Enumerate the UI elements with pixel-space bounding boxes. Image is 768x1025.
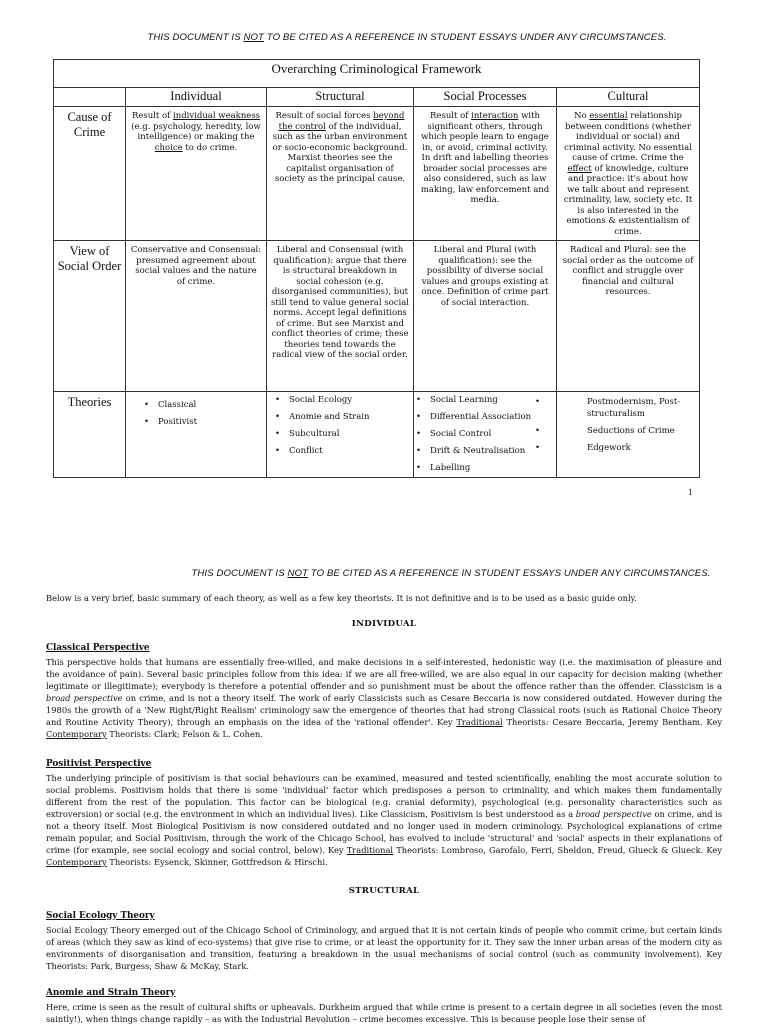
list-item: • Social Learning	[416, 392, 556, 409]
list-item: • Classical	[144, 397, 266, 414]
section-heading-structural: STRUCTURAL	[348, 886, 420, 896]
heading-social-ecology: Social Ecology Theory	[46, 911, 155, 921]
paragraph-social-ecology: Social Ecology Theory emerged out of the Chicago School of Criminology, and argued that it is not certain kinds of people who commit crime, but certain kinds of areas (which they saw as kind of eco-systems) that give rise to crime, or at least the opportunity for it. They saw the inner urban areas of the modern city as environments of disorganisation and transition, featuring a breakdown in the usual mechanisms of social control (such as community involvement). Key Theorists: Park, Burgess, Shaw & McKay, Stark.	[46, 925, 722, 971]
framework-table	[53, 59, 700, 478]
list-item: • Differential Association	[416, 409, 556, 426]
paragraph-anomie-strain: Here, crime is seen as the result of cultural shifts or upheavals. Durkheim argued that while crime is present to a certain degree in all societies (even the most saintly!), when things change rapidly – as with the Industrial Revolution – crime becomes excessive. This is because people lose their sense of	[46, 1002, 722, 1024]
disclaimer-top	[0, 32, 768, 43]
disclaimer-second	[0, 568, 768, 579]
column-header-social-processes: Social Processes	[414, 88, 557, 107]
framework-title: Overarching Criminological Framework	[54, 60, 700, 88]
row-label-social-order: View of Social Order	[54, 241, 126, 392]
theories-cultural	[557, 392, 700, 478]
list-item: • Drift & Neutralisation	[416, 443, 556, 460]
list-item: • Postmodernism, Post-structuralism	[561, 396, 699, 420]
list-item: • Anomie and Strain	[275, 409, 413, 426]
disclaimer-not: NOT	[287, 568, 309, 579]
theories-structural	[267, 392, 414, 478]
heading-positivist: Positivist Perspective	[46, 759, 152, 769]
list-item: • Subcultural	[275, 426, 413, 443]
column-header-structural: Structural	[267, 88, 414, 107]
list-item: • Positivist	[144, 414, 266, 431]
disclaimer-pre: THIS DOCUMENT IS	[147, 32, 244, 43]
list-item: • Edgework	[561, 442, 699, 454]
heading-anomie-strain: Anomie and Strain Theory	[46, 988, 176, 998]
cause-individual: Result of individual weakness (e.g. psychology, heredity, low intelligence) or making the choice to do crime.	[126, 107, 267, 241]
paragraph-positivist: The underlying principle of positivism is that social behaviours can be examined, measured and tested scientifically, enabling the most accurate solution to social problems. Positivism holds that there is some 'individual' factor which predisposes a person to criminality, and which makes them fundamentally different from the rest of the population. This factor can be biological (e.g. cranial deformity), psychological (e.g. personality characteristics such as extroversion) or social (e.g. the environment in which an individual lives). Like Classicism, Positivism is best understood as a broad perspective on crime, and is not a theory itself. Most Biological Positivism is now considered outdated and no longer used in modern criminology. Psychological explanations of crime remain popular, and Social Positivism, through the work of the Chicago School, has evolved to include 'structural' and 'social' aspects in their explanations of crime (for example, see social ecology and social control, below). Key Traditional Theorists: Lombroso, Garofalo, Ferri, Sheldon, Freud, Glueck & Glueck. Key Contemporary Theorists: Eysenck, Skinner, Gottfredson & Hirschi.	[46, 773, 722, 867]
heading-classical: Classical Perspective	[46, 643, 150, 653]
paragraph-classical: This perspective holds that humans are essentially free-willed, and make decisions in a self-interested, hedonistic way (i.e. the maximisation of pleasure and the avoidance of pain). Several basic principles follow from this idea: if we are all free-willed, we are also equal in our capacity for decision making (whether legitimate or illegitimate); everybody is therefore a potential offender and so punishment must be about the offence rather than the offender. Classicism is a broad perspective on crime, and is not a theory itself. The work of early Classicists such as Cesare Beccaria is now considered outdated. However during the 1980s the growth of a 'New Right/Right Realism' criminology saw the emergence of theories that had strong Classical roots (such as Rational Choice Theory and Routine Activity Theory), through an emphasis on the idea of the 'rational offender'. Key Traditional Theorists: Cesare Beccaria, Jeremy Bentham. Key Contemporary Theorists: Clark; Felson & L. Cohen.	[46, 657, 723, 739]
theories-individual	[126, 392, 267, 478]
cause-structural: Result of social forces beyond the control of the individual, such as the urban environment or socio-economic background. Marxist theories see the capitalist organisation of society as the principal cause.	[267, 107, 414, 241]
page-number: 1	[688, 487, 693, 497]
disclaimer-pre: THIS DOCUMENT IS	[191, 568, 288, 579]
list-item: • Social Control	[416, 426, 556, 443]
list-item: • Social Ecology	[275, 392, 413, 409]
corner-cell	[54, 88, 126, 107]
order-cultural: Radical and Plural: see the social order as the outcome of conflict and struggle over financial and cultural resources.	[557, 241, 700, 392]
disclaimer-post: TO BE CITED AS A REFERENCE IN STUDENT ESSAYS UNDER ANY CIRCUMSTANCES.	[308, 568, 711, 579]
column-header-individual: Individual	[126, 88, 267, 107]
intro-paragraph: Below is a very brief, basic summary of each theory, as well as a few key theorists. It is not definitive and is to be used as a basic guide only.	[46, 593, 637, 603]
column-header-cultural: Cultural	[557, 88, 700, 107]
row-label-theories: Theories	[54, 392, 126, 478]
cause-social-processes: Result of interaction with significant others, through which people learn to engage in, or avoid, criminal activity. In drift and labelling theories broader social processes are also considered, such as law making, law enforcement and media.	[414, 107, 557, 241]
list-item: • Conflict	[275, 443, 413, 460]
disclaimer-not: NOT	[243, 32, 265, 43]
disclaimer-post: TO BE CITED AS A REFERENCE IN STUDENT ESSAYS UNDER ANY CIRCUMSTANCES.	[264, 32, 667, 43]
row-label-cause: Cause of Crime	[54, 107, 126, 241]
list-item: • Labelling	[416, 460, 556, 477]
order-structural: Liberal and Consensual (with qualification): argue that there is structural breakdown in social cohesion (e.g. disorganised communities), but still tend to value general social norms. Accept legal definitions of crime. But see Marxist and conflict theories of crime; these theories tend towards the radical view of the social order.	[267, 241, 414, 392]
list-item: • Seductions of Crime	[561, 425, 699, 437]
cause-cultural: No essential relationship between conditions (whether individual or social) and criminal activity. No essential cause of crime. Crime the effect of knowledge, culture and practice: it's about how we talk about and represent criminality, law, society etc. It is also interested in the emotions & existentialism of crime.	[557, 107, 700, 241]
order-individual: Conservative and Consensual: presumed agreement about social values and the nature of crime.	[126, 241, 267, 392]
section-heading-individual: INDIVIDUAL	[351, 619, 417, 629]
order-social-processes: Liberal and Plural (with qualification): see the possibility of diverse social values and groups existing at once. Definition of crime part of social interaction.	[414, 241, 557, 392]
